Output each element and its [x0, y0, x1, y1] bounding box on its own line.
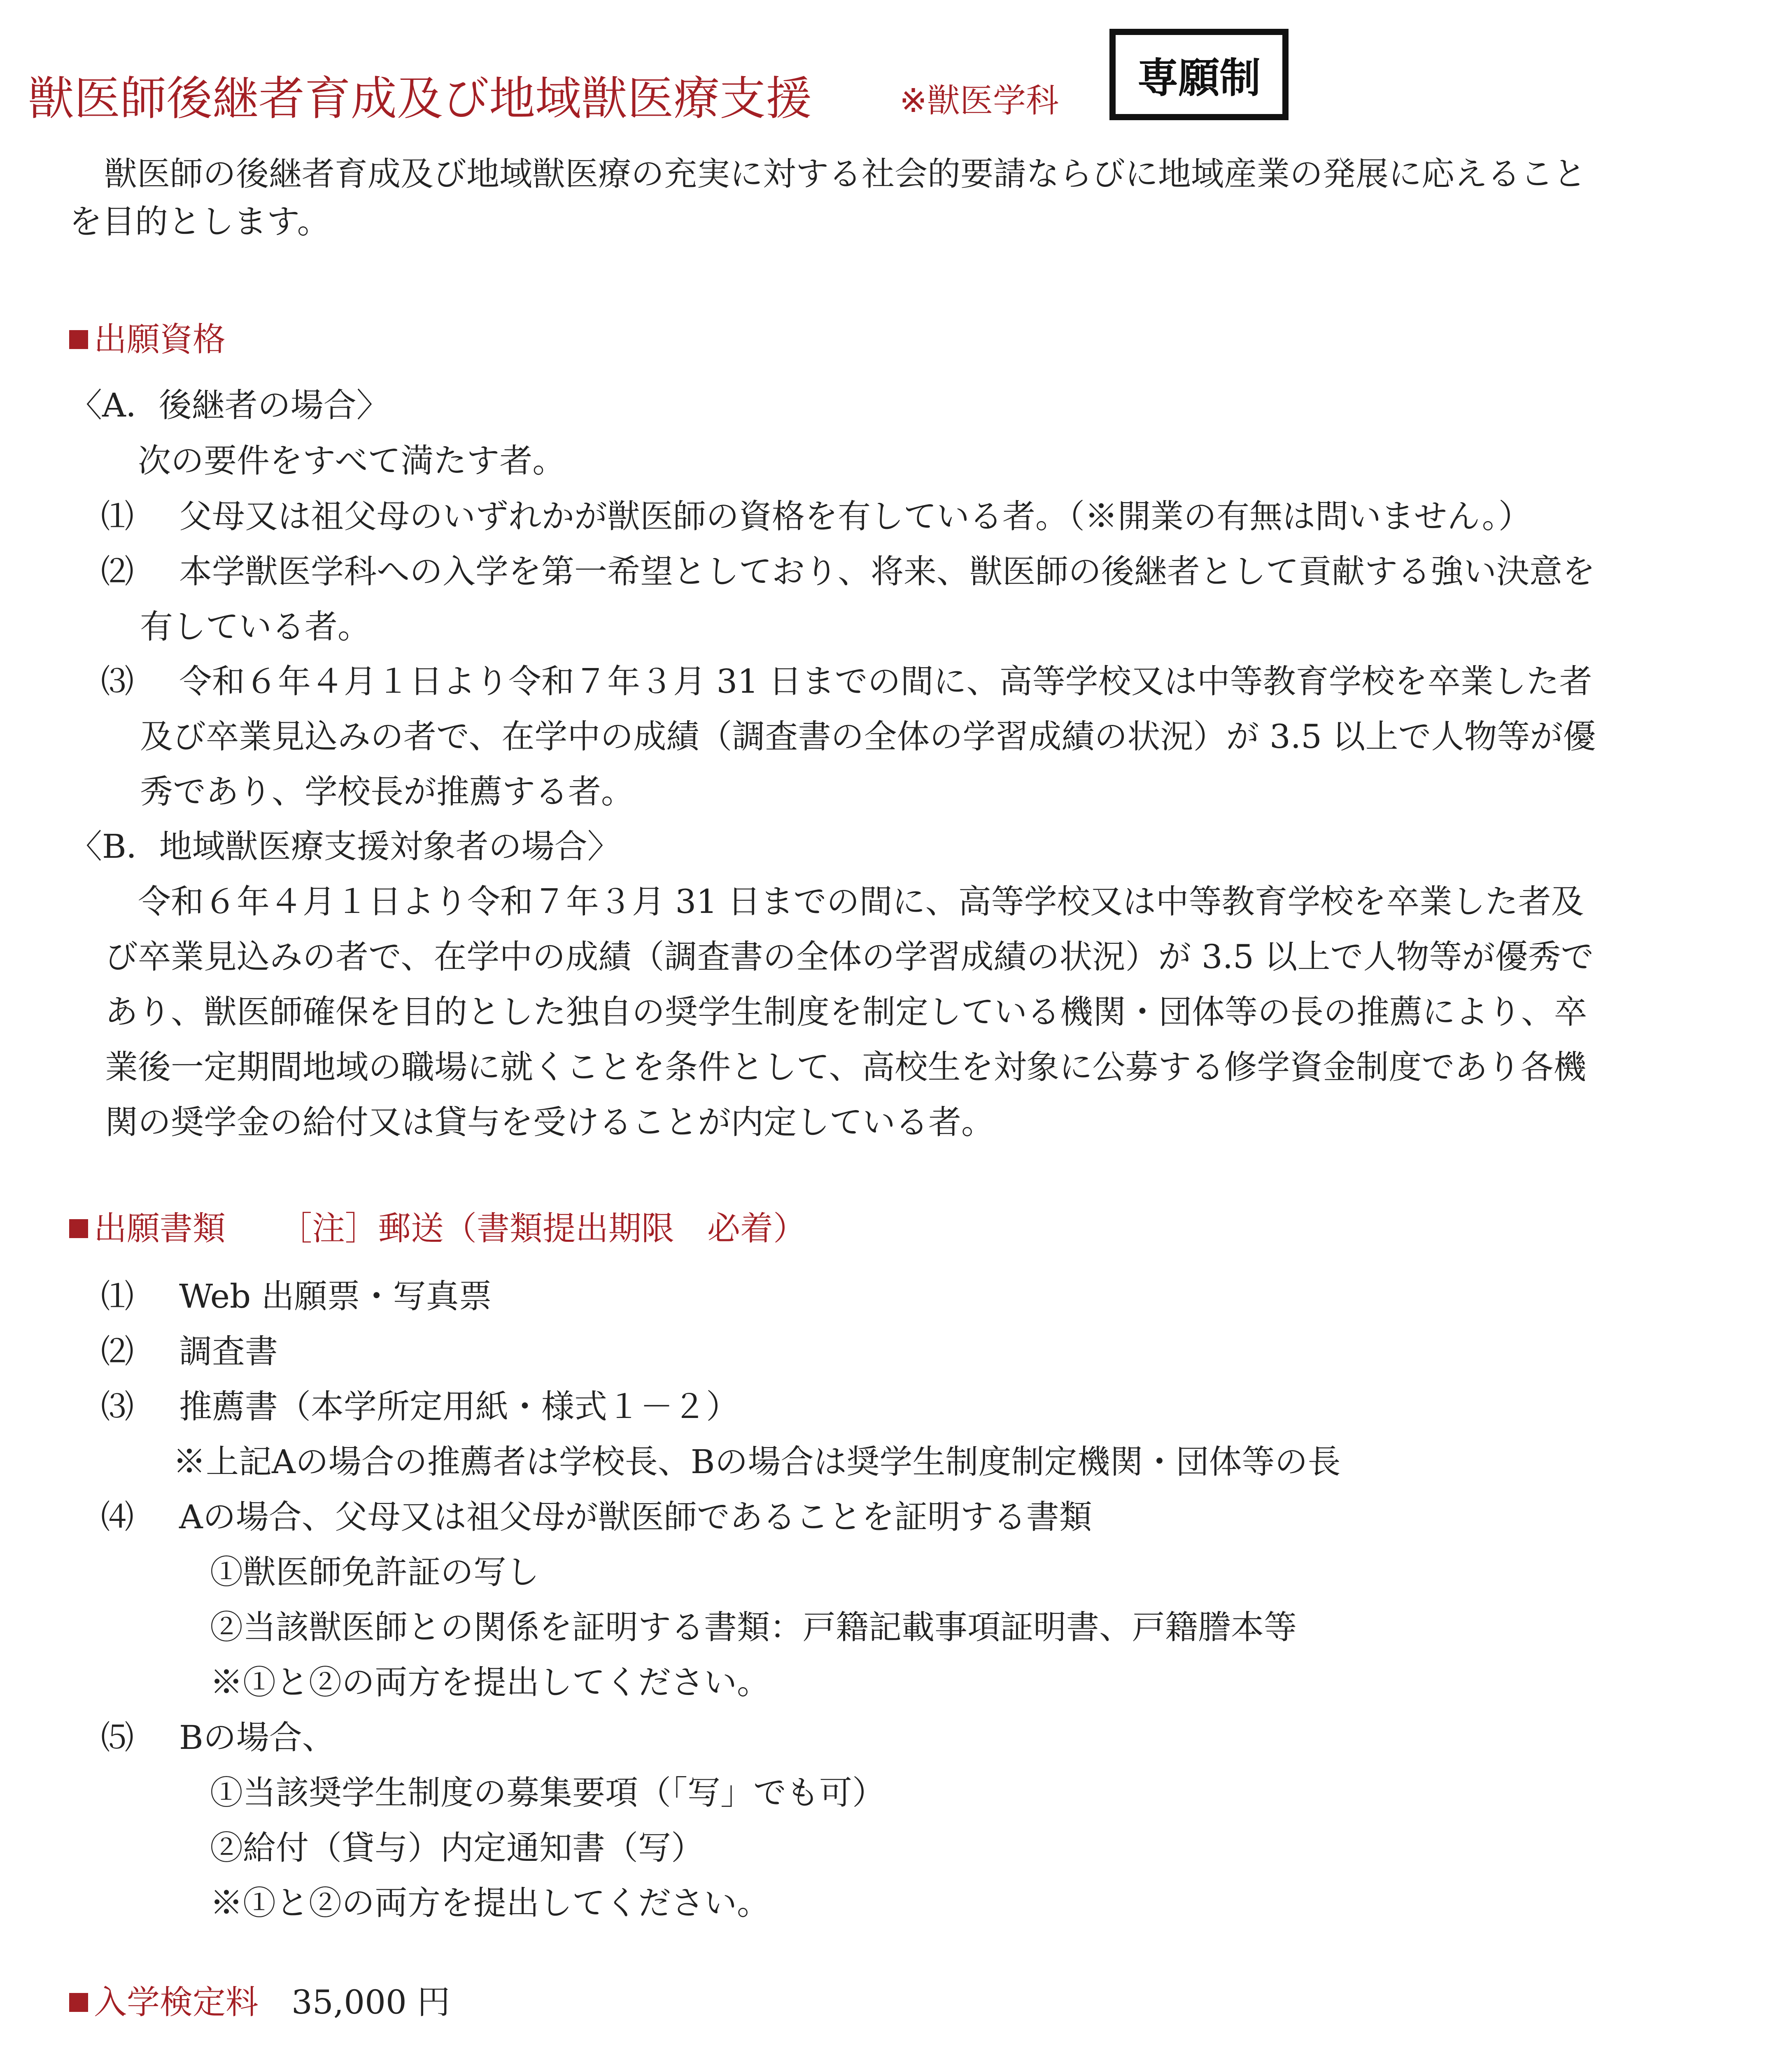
intro-line-1: 獣医師の後継者育成及び地域獣医療の充実に対する社会的要請ならびに地域産業の発展に応えること — [104, 155, 1586, 193]
list-item — [101, 659, 1592, 704]
item-number: ⑸ — [101, 1718, 134, 1757]
list-note: ※上記Aの場合の推薦者は学校長、Bの場合は奨学生制度制定機関・団体等の長 — [173, 1443, 1341, 1481]
sub-item: ※①と②の両方を提出してください。 — [210, 1884, 770, 1922]
item-number: ⑵ — [101, 552, 134, 591]
section-heading-fee — [69, 1980, 450, 2025]
item-number: ⑵ — [101, 1332, 134, 1371]
subsection-heading-a: 〈A．後継者の場合〉 — [69, 386, 389, 424]
b-line: 関の奨学金の給付又は貸与を受けることが内定している者。 — [105, 1103, 994, 1141]
item-text: Web 出願票・写真票 — [179, 1277, 492, 1315]
item-text: 父母又は祖父母のいずれかが獣医師の資格を有している者。（※開業の有無は問いません。） — [179, 497, 1531, 535]
sub-item: ②当該獣医師との関係を証明する書類：戸籍記載事項証明書、戸籍謄本等 — [210, 1608, 1297, 1646]
b-line: あり、獣医師確保を目的とした独自の奨学生制度を制定している機関・団体等の長の推薦により、卒 — [105, 993, 1587, 1031]
b-line: び卒業見込みの者で、在学中の成績（調査書の全体の学習成績の状況）が 3.5 以上で人物等が優秀で — [105, 938, 1594, 976]
sub-item: ※①と②の両方を提出してください。 — [210, 1663, 770, 1702]
square-bullet-icon — [69, 1993, 88, 2012]
list-item — [101, 1329, 278, 1374]
a-lead: 次の要件をすべて満たす者。 — [138, 442, 566, 480]
subsection-heading-b: 〈B．地域獣医療支援対象者の場合〉 — [69, 827, 620, 866]
section-heading-label: 入学検定料 — [94, 1983, 259, 2021]
sub-item: ②給付（貸与）内定通知書（写） — [210, 1829, 704, 1867]
item-text-continued: 及び卒業見込みの者で、在学中の成績（調査書の全体の学習成績の状況）が 3.5 以上で人物等が優 — [140, 717, 1596, 756]
list-item — [101, 1274, 492, 1319]
mailing-note: ［注］郵送（書類提出期限 必着） — [279, 1209, 806, 1248]
item-text: 推薦書（本学所定用紙・様式１－２） — [179, 1388, 739, 1426]
item-text: Aの場合、父母又は祖父母が獣医師であることを証明する書類 — [179, 1498, 1092, 1536]
department-note: ※獣医学科 — [899, 81, 1059, 120]
page-title: 獣医師後継者育成及び地域獣医療支援 — [28, 72, 812, 126]
item-text: 令和６年４月１日より令和７年３月 31 日までの間に、高等学校又は中等教育学校を卒業した者 — [179, 662, 1592, 701]
item-text: Bの場合、 — [179, 1718, 335, 1757]
list-item — [101, 1715, 335, 1760]
intro-line-2: を目的とします。 — [69, 203, 330, 241]
sub-item: ①当該奨学生制度の募集要項（「写」でも可） — [210, 1774, 885, 1812]
item-text-continued: 有している者。 — [140, 608, 371, 646]
section-heading-label: 出願書類 — [94, 1209, 226, 1248]
section-heading-documents — [69, 1206, 806, 1251]
item-text: 調査書 — [179, 1332, 278, 1371]
section-heading-eligibility — [69, 317, 226, 362]
fee-value: 35,000 円 — [291, 1983, 450, 2021]
item-number: ⑴ — [101, 497, 134, 535]
square-bullet-icon — [69, 1219, 88, 1238]
item-number: ⑷ — [101, 1498, 134, 1536]
list-item — [101, 494, 1531, 539]
item-number: ⑶ — [101, 662, 134, 701]
list-item — [101, 549, 1595, 594]
square-bullet-icon — [69, 330, 88, 349]
item-text-continued: 秀であり、学校長が推薦する者。 — [140, 773, 634, 811]
b-line: 令和６年４月１日より令和７年３月 31 日までの間に、高等学校又は中等教育学校を卒業した者及 — [138, 882, 1584, 921]
item-number: ⑶ — [101, 1388, 134, 1426]
list-item — [101, 1384, 739, 1429]
item-number: ⑴ — [101, 1277, 134, 1315]
list-item — [101, 1495, 1092, 1540]
item-text: 本学獣医学科への入学を第一希望としており、将来、獣医師の後継者として貢献する強い決意を — [179, 552, 1595, 591]
b-line: 業後一定期間地域の職場に就くことを条件として、高校生を対象に公募する修学資金制度であり各機 — [105, 1048, 1587, 1086]
sub-item: ①獣医師免許証の写し — [210, 1553, 539, 1591]
exclusive-application-badge: 専願制 — [1109, 29, 1289, 120]
section-heading-label: 出願資格 — [94, 320, 226, 359]
